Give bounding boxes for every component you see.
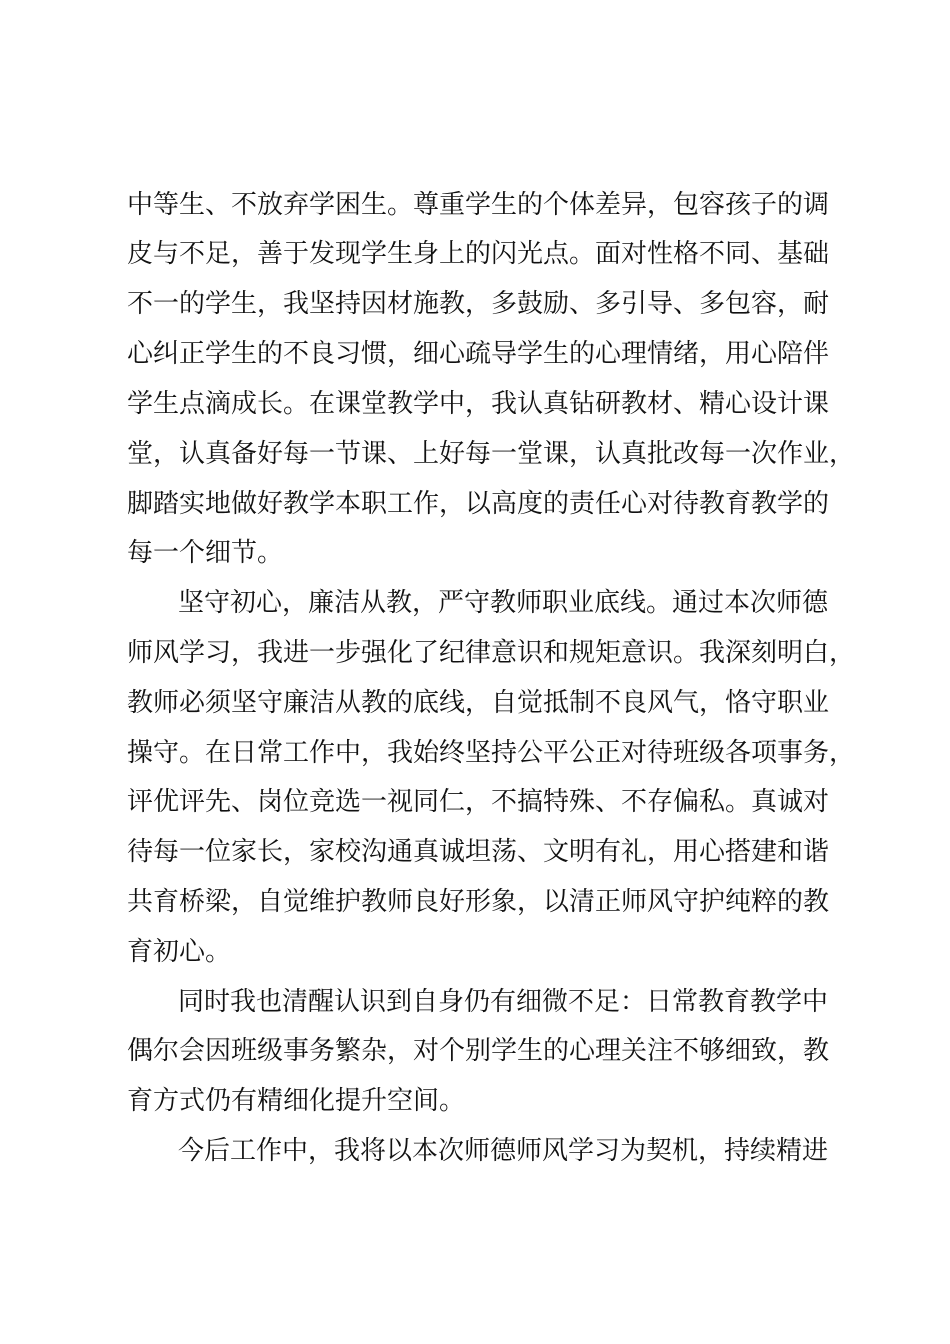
text-line: 操守。在日常工作中，我始终坚持公平公正对待班级各项事务，: [127, 738, 856, 768]
text-line: 育初心。: [127, 937, 232, 967]
paragraph-first-line: 今后工作中，我将以本次师德师风学习为契机，持续精进: [178, 1136, 829, 1166]
text-line: 脚踏实地做好教学本职工作，以高度的责任心对待教育教学的: [127, 489, 830, 519]
paragraph-first-line: 同时我也清醒认识到自身仍有细微不足：日常教育教学中: [178, 987, 829, 1017]
text-line: 心纠正学生的不良习惯，细心疏导学生的心理情绪，用心陪伴: [127, 339, 830, 369]
text-line: 师风学习，我进一步强化了纪律意识和规矩意识。我深刻明白，: [127, 638, 856, 668]
paragraph-first-line: 坚守初心，廉洁从教，严守教师职业底线。通过本次师德: [178, 588, 829, 618]
text-line: 不一的学生，我坚持因材施教，多鼓励、多引导、多包容，耐: [127, 289, 830, 319]
text-line: 堂，认真备好每一节课、上好每一堂课，认真批改每一次作业，: [127, 439, 856, 469]
text-line: 教师必须坚守廉洁从教的底线，自觉抵制不良风气，恪守职业: [127, 688, 830, 718]
text-line: 偶尔会因班级事务繁杂，对个别学生的心理关注不够细致，教: [127, 1036, 830, 1066]
text-line: 中等生、不放弃学困生。尊重学生的个体差异，包容孩子的调: [127, 190, 830, 220]
text-line: 共育桥梁，自觉维护教师良好形象，以清正师风守护纯粹的教: [127, 887, 830, 917]
text-line: 学生点滴成长。在课堂教学中，我认真钻研教材、精心设计课: [127, 389, 830, 419]
text-line: 待每一位家长，家校沟通真诚坦荡、文明有礼，用心搭建和谐: [127, 837, 830, 867]
text-line: 育方式仍有精细化提升空间。: [127, 1086, 466, 1116]
text-line: 评优评先、岗位竞选一视同仁，不搞特殊、不存偏私。真诚对: [127, 787, 830, 817]
text-line: 皮与不足，善于发现学生身上的闪光点。面对性格不同、基础: [127, 239, 830, 269]
text-line: 每一个细节。: [127, 538, 284, 568]
